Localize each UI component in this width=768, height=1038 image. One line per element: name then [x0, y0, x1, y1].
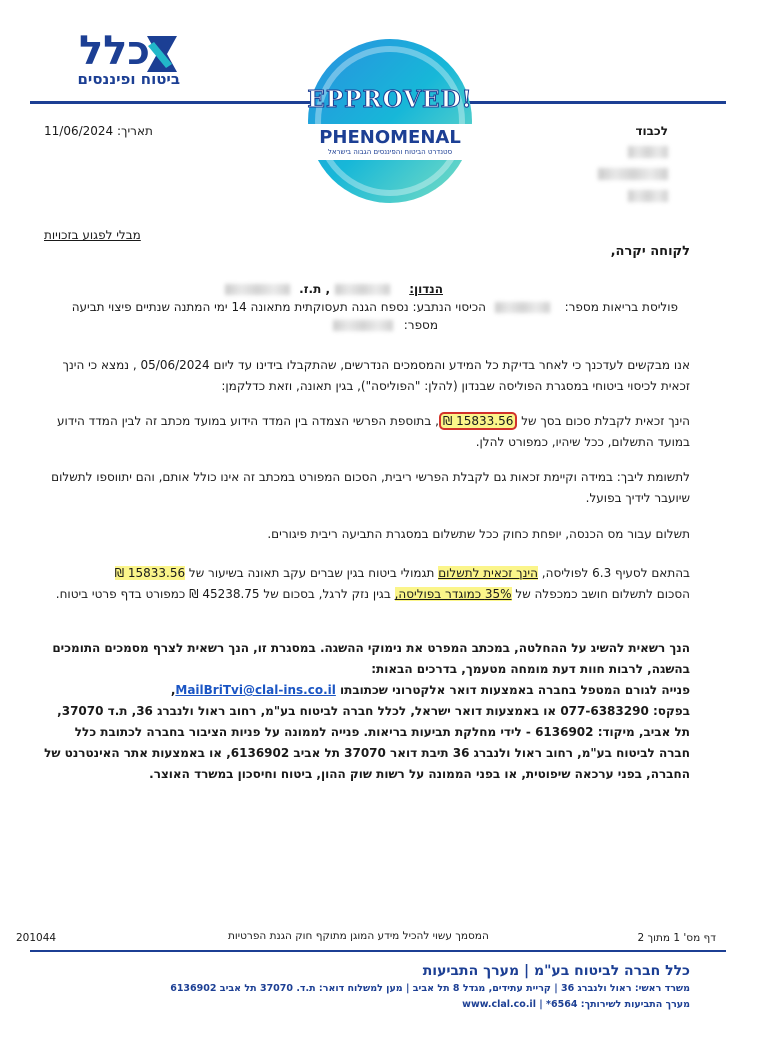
coverage-text: הכיסוי הנתבע: נספח הגנה תעסוקתית מתאונה 14 ימי המתנה שנתיים פיצוי תביעה — [71, 300, 486, 314]
phenomenal-stamp — [300, 36, 480, 206]
appeal-intro: הנך רשאית להשיג על ההחלטה, במכתב המפרט את נימוקי ההשגה. במסגרת זו, הנך רשאית לצרף מסמכים התומכים בהשגה, לרבות חוות דעת מומחה מטעמך, בדרכים הבאות: — [52, 641, 690, 676]
percentage-phrase: 35% כמוגדר בפוליסה, — [394, 587, 512, 601]
redacted-name — [628, 146, 668, 158]
highlighted-amount: 15833.56 ₪ — [439, 412, 518, 430]
stamp-phenomenal: PHENOMENAL — [319, 127, 461, 148]
benefits-text: תגמולי ביטוח בגין שברים עקב תאונה בשיעור של — [188, 566, 435, 580]
claim-number-label: מספר: — [403, 318, 438, 332]
redacted-client-name — [335, 284, 390, 295]
redacted-city — [628, 190, 668, 202]
stamp-approved: EPPROVED! — [307, 86, 473, 113]
without-prejudice: מבלי לפגוע בזכויות — [44, 228, 141, 242]
greeting: לקוחה יקרה, — [610, 244, 690, 259]
section-ref: בהתאם לסעיף 6.3 לפוליסה, — [541, 566, 690, 580]
letter-date — [44, 124, 153, 138]
appeal-contacts: בפקס: 077-6383290 או באמצעות דואר ישראל, לכלל חברה לביטוח בע"מ, רחוב ראול ולנברג 36, ת.ד 37070, תל אביב, מיקוד: 6136902 - לידי מחלקת תביעות בריאות. פנייה לממונה על פניות הציבור בחברה לכתובת כלל חברה לביטוח בע"מ, רחוב ראול ולנברג 36 תיבת דואר 37070 תל אביב 6136902, או באמצעות אתר האינטרנט של החברה, בפני ערכאה שיפוטית, או בפני הממונה על רשות שוק ההון, ביטוח וחיסכון במשרד האוצר. — [44, 704, 690, 781]
date-value: 11/06/2024 — [44, 124, 114, 138]
benefit-amount: 15833.56 ₪ — [114, 566, 186, 580]
redacted-claim-number — [333, 320, 393, 331]
tax-note: תשלום עבור מס הכנסה, יופחת כחוק ככל שתשלום במסגרת התביעה ריבית פיגורים. — [267, 527, 690, 541]
date-label: תאריך: — [117, 124, 153, 138]
recipient-label: לכבוד — [635, 124, 668, 138]
amount-prefix: הינך זכאית לקבלת סכום בסך של — [521, 414, 690, 428]
company-address: משרד ראשי: ראול ולנברג 36 | קריית עתידים, מגדל 8 תל אביב | מען למשלוח דואר: ת.ד. 37070 תל אביב 6136902 — [170, 983, 690, 994]
amount-suffix: , בתוספת הפרשי הצמדה בין המדד הידוע במועד מכתב זה לבין המדד הידוע במועד התשלום, ככל שיהיו, כמפורט להלן. — [57, 414, 690, 449]
privacy-note: המסמך עשוי להכיל מידע המוגן מתוקף חוק הגנת הפרטיות — [228, 930, 489, 942]
redacted-id — [225, 284, 290, 295]
interest-note: לתשומת ליבך: במידה וקיימת זכאות גם לקבלת הפרשי ריבית, הסכום המפורט במכתב זה אינו כולל אותם, והם יתווספו לתשלום שיועבר לידיך בפועל. — [51, 470, 690, 505]
email-intro: פנייה לגורם המטפל בחברה באמצעות דואר אלקטרוני שכתובתו — [340, 683, 690, 697]
subject-id-label: , ת.ז. — [299, 282, 330, 296]
company-footer-title: כלל חברה לביטוח בע"מ | מערך התביעות — [422, 963, 690, 979]
footer-divider — [30, 950, 726, 952]
subject-label: הנדון: — [409, 282, 443, 296]
appeal-paragraph: הנך רשאית להשיג על ההחלטה, במכתב המפרט את נימוקי ההשגה. במסגרת זו, הנך רשאית לצרף מסמכים התומכים בהשגה, לרבות חוות דעת מומחה מטעמך, בדרכים הבאות: פנייה לגורם המטפל בחברה באמצעות דואר אלקטרוני שכתובתו MailBriTvi@clal-ins.co.il, בפקס: 077-6383290 או באמצעות דואר ישראל, לכלל חברה לביטוח בע"מ, רחוב ראול ולנברג 36, ת.ד 37070, תל אביב, מיקוד: 6136902 - לידי מחלקת תביעות בריאות. פנייה לממונה על פניות הציבור בחברה לכתובת כלל חברה לביטוח בע"מ, רחוב ראול ולנברג 36 תיבת דואר 37070 תל אביב 6136902, או באמצעות אתר האינטרנט של החברה, בפני ערכאה שיפוטית, או בפני הממונה על רשות שוק ההון, ביטוח וחיסכון במשרד האוצר. — [44, 641, 690, 781]
section-paragraph — [40, 563, 690, 605]
email-link[interactable]: MailBriTvi@clal-ins.co.il — [175, 683, 336, 697]
doc-code: 201044 — [16, 932, 57, 944]
company-contact[interactable]: מערך התביעות לשירותך: 6564* | www.clal.co.il — [462, 999, 690, 1010]
page-number: דף מס' 1 מתוך 2 — [637, 932, 716, 944]
calc-text: הסכום לתשלום חושב כמכפלה של — [515, 587, 690, 601]
amount-paragraph — [40, 411, 690, 453]
calc-suffix: בגין נזק לרגל, בסכום של 45238.75 ₪ כמפורט בדף פרטי ביטוח. — [55, 587, 391, 601]
logo-tagline: ביטוח ופיננסים — [77, 70, 180, 88]
redacted-address — [598, 168, 668, 180]
eligibility-paragraph: אנו מבקשים לעדכנך כי לאחר בדיקת כל המידע והמסמכים הנדרשים, שהתקבלו בידינו עד ליום 05/06/2024 , נמצא כי הינך זכאית לכיסוי ביטוחי במסגרת הפוליסה שבנדון (להלן: "הפוליסה"), בגין תאונה, וזאת כדלקמן: — [62, 358, 690, 393]
stamp-subtitle: סטנדרט הביטוח והפיננסים הגבוה בישראל — [327, 148, 453, 156]
logo-brand: כלל — [78, 28, 150, 74]
policy-label: פוליסת בריאות מספר: — [564, 300, 678, 314]
entitled-phrase: הינך זכאית לתשלום — [438, 566, 538, 580]
redacted-policy — [495, 302, 550, 313]
